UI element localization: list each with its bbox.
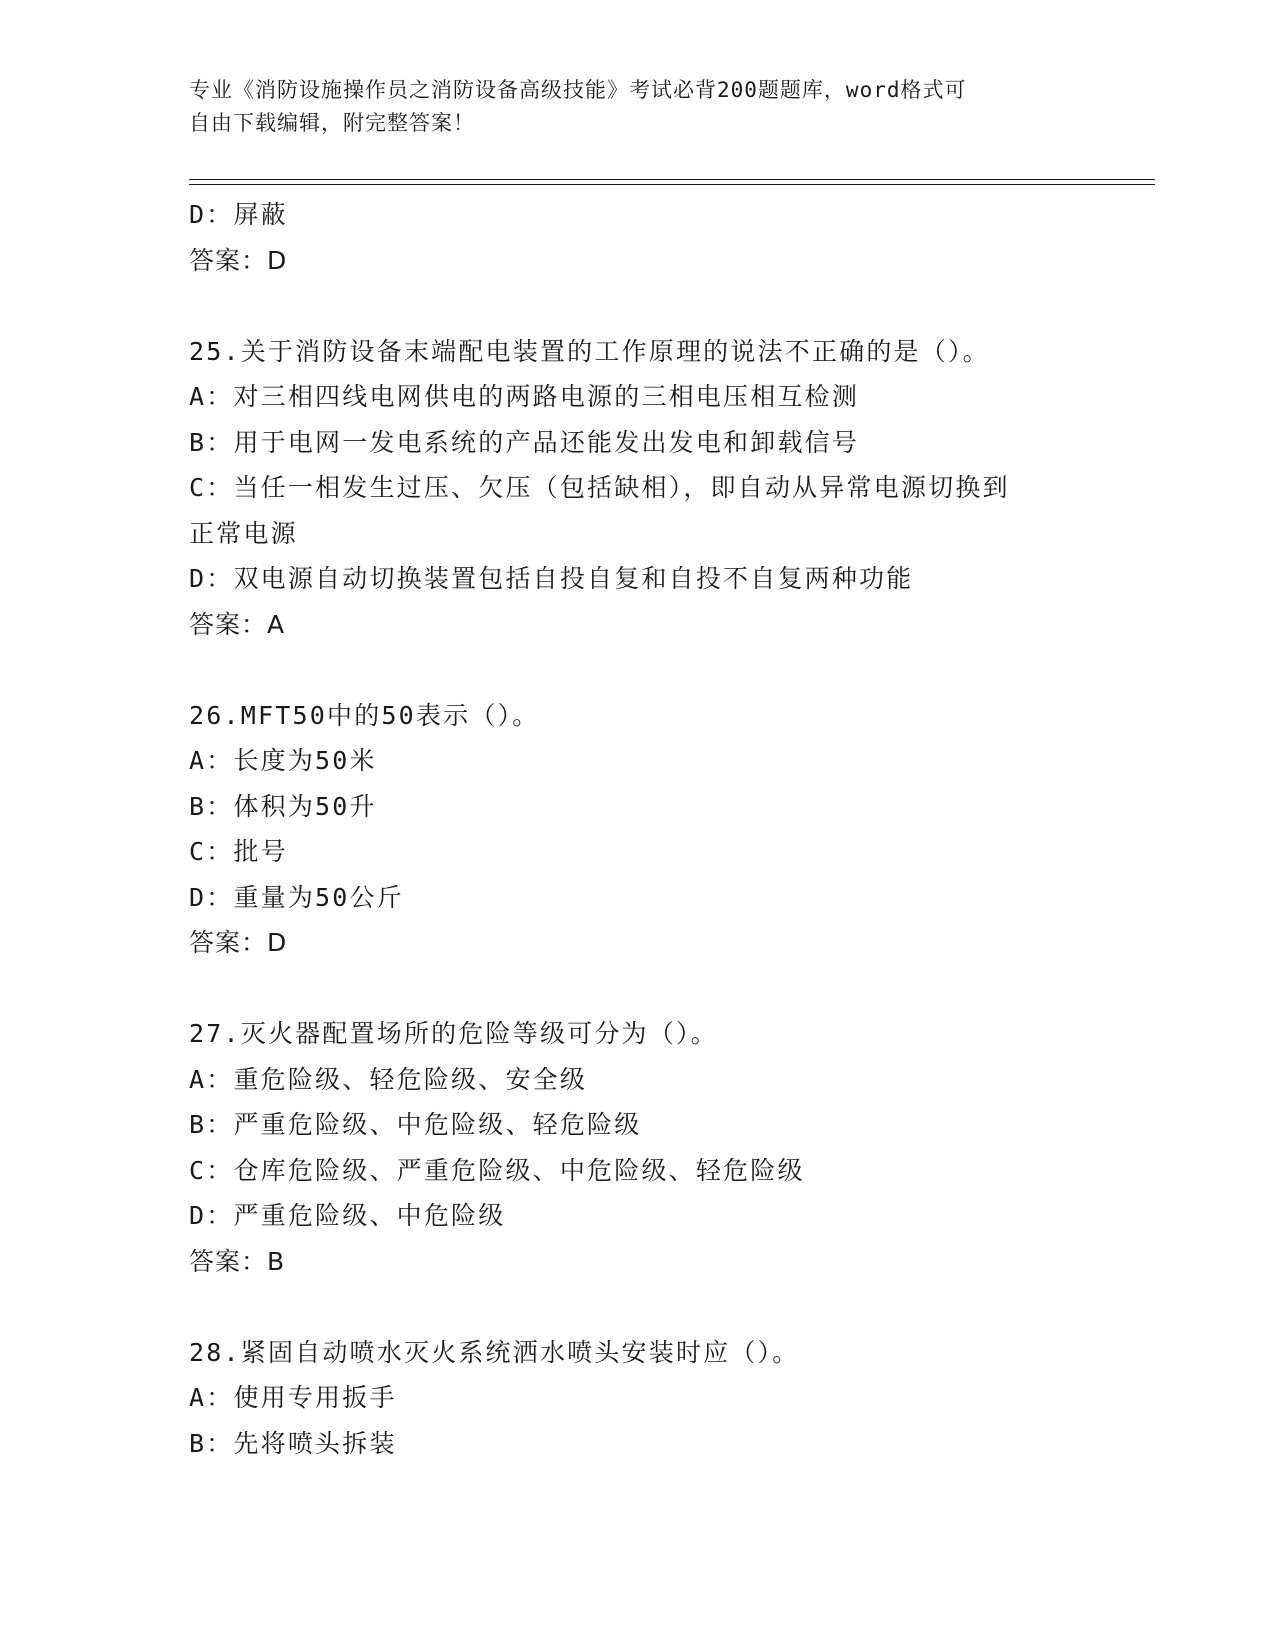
question-list: [189, 192, 1089, 1466]
question-25: [189, 329, 1089, 648]
option-a: A：长度为50米: [189, 746, 377, 775]
option-c-continued: 正常电源: [189, 518, 298, 548]
header-rule-bottom: [189, 184, 1155, 185]
option-a: A：重危险级、轻危险级、安全级: [189, 1064, 588, 1094]
option-d: D：屏蔽: [189, 200, 288, 229]
question-stem: 28.紧固自动喷水灭火系统洒水喷头安装时应（）。: [189, 1337, 800, 1367]
option-a: A：使用专用扳手: [189, 1383, 397, 1412]
option-b: B：体积为50升: [189, 791, 377, 821]
question-stem: 25.关于消防设备末端配电装置的工作原理的说法不正确的是（）。: [189, 336, 990, 366]
option-a: A：对三相四线电网供电的两路电源的三相电压相互检测: [189, 382, 860, 411]
option-c: C：批号: [189, 837, 288, 866]
header-line-2: 自由下载编辑，附完整答案！: [189, 111, 475, 135]
question-26: [189, 693, 1089, 966]
option-b: B：严重危险级、中危险级、轻危险级: [189, 1110, 642, 1139]
option-c: C：仓库危险级、严重危险级、中危险级、轻危险级: [189, 1155, 805, 1185]
answer-line: 答案：A: [189, 609, 286, 639]
option-d: D：重量为50公斤: [189, 882, 404, 912]
option-b: B：用于电网一发电系统的产品还能发出发电和卸载信号: [189, 427, 860, 457]
answer-line: 答案：D: [189, 245, 288, 275]
spacer: [189, 966, 1089, 1012]
option-c: C：当任一相发生过压、欠压（包括缺相），即自动从异常电源切换到: [189, 473, 1010, 502]
previous-question-tail: [189, 192, 1089, 283]
option-d: D：双电源自动切换装置包括自投自复和自投不自复两种功能: [189, 564, 914, 593]
answer-line: 答案：D: [189, 928, 288, 957]
document-header: [189, 74, 1069, 140]
question-stem: 27.灭火器配置场所的危险等级可分为（）。: [189, 1019, 718, 1048]
question-27: [189, 1011, 1089, 1284]
option-d: D：严重危险级、中危险级: [189, 1201, 506, 1230]
option-b: B：先将喷头拆装: [189, 1428, 397, 1458]
header-line-1: 专业《消防设施操作员之消防设备高级技能》考试必背200题题库，word格式可: [189, 78, 967, 102]
spacer: [189, 647, 1089, 693]
question-28: [189, 1330, 1089, 1467]
spacer: [189, 283, 1089, 329]
header-rule-top: [189, 179, 1155, 180]
question-stem: 26.MFT50中的50表示（）。: [189, 700, 540, 730]
spacer: [189, 1284, 1089, 1330]
answer-line: 答案：B: [189, 1246, 286, 1276]
